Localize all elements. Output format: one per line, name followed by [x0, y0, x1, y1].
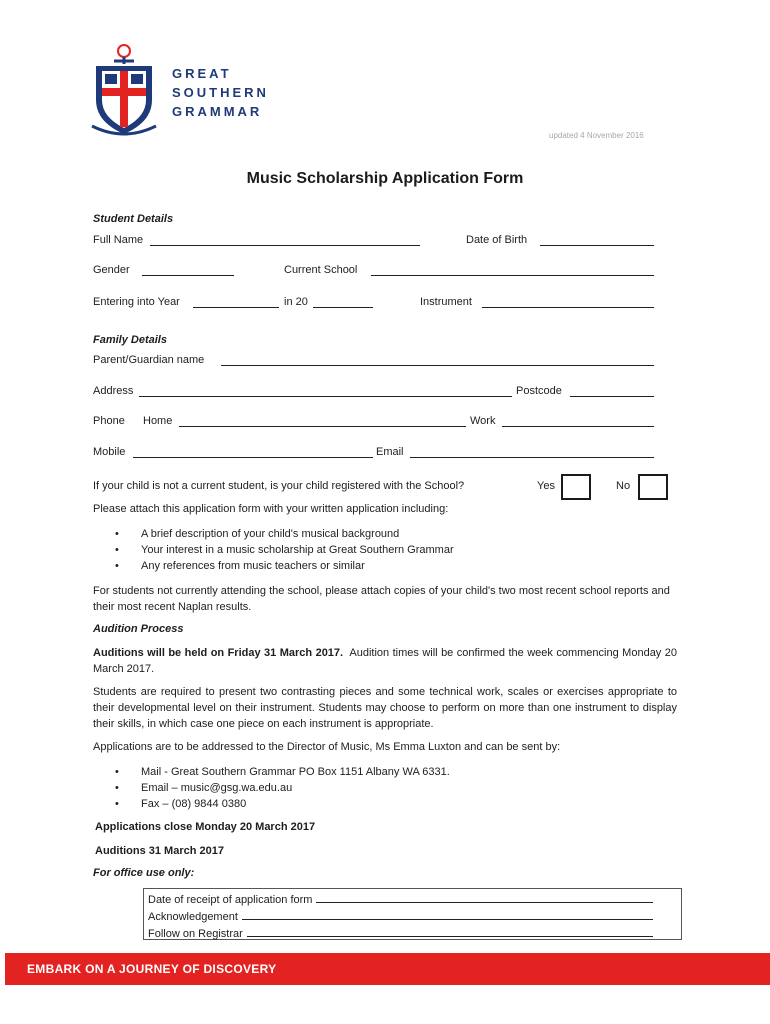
list-item: • A brief description of your child's musical background: [115, 526, 454, 542]
in-20-label: in 20: [284, 296, 308, 308]
family-details-heading: Family Details: [93, 334, 167, 346]
office-heading: For office use only:: [93, 867, 195, 879]
list-item: • Email – music@gsg.wa.edu.au: [115, 780, 450, 796]
current-school-label: Current School: [284, 264, 358, 276]
audition-held: [93, 645, 677, 677]
receipt-field[interactable]: [316, 902, 653, 903]
office-row-registrar: [148, 924, 653, 940]
list-item: • Fax – (08) 9844 0380: [115, 796, 450, 812]
yes-checkbox[interactable]: [561, 474, 591, 500]
address-label: Address: [93, 385, 134, 397]
work-phone-field[interactable]: [502, 426, 654, 427]
home-label: Home: [143, 415, 173, 427]
updated-date: updated 4 November 2016: [549, 131, 644, 140]
audition-pieces: Students are required to present two contrasting pieces and some technical work, scales or exercises appropriate to their developmental level on their instrument. Students may choose to perform on more than one instrument to display their skills, in which case one piece on each instrument is appropriate.: [93, 686, 677, 730]
home-phone-field[interactable]: [179, 426, 466, 427]
yes-label: Yes: [537, 480, 555, 492]
parent-name-label: Parent/Guardian name: [93, 354, 205, 366]
auditions-date: Auditions 31 March 2017: [95, 845, 224, 857]
address-field[interactable]: [139, 396, 512, 397]
postcode-field[interactable]: [570, 396, 654, 397]
reports-note: For students not currently attending the school, please attach copies of your child's two most recent school reports and their most recent Naplan results.: [93, 585, 670, 613]
student-details-heading: Student Details: [93, 213, 174, 225]
audition-held-rest: Audition times will be confirmed the week commencing Monday 20 March 2017.: [93, 647, 677, 675]
entering-year-field[interactable]: [193, 307, 279, 308]
postcode-label: Postcode: [516, 385, 562, 397]
send-list: [115, 764, 450, 812]
parent-name-field[interactable]: [221, 365, 654, 366]
dob-field[interactable]: [540, 245, 654, 246]
email-field[interactable]: [410, 457, 654, 458]
phone-label: Phone: [93, 415, 125, 427]
audition-heading: Audition Process: [93, 623, 184, 635]
full-name-field[interactable]: [150, 245, 420, 246]
work-label: Work: [470, 415, 496, 427]
form-title: Music Scholarship Application Form: [246, 170, 524, 187]
office-row-receipt: [148, 890, 653, 906]
list-item: • Your interest in a music scholarship at Great Southern Grammar: [115, 542, 454, 558]
acknowledgement-label: Acknowledgement: [148, 911, 238, 923]
gender-field[interactable]: [142, 275, 234, 276]
year-field[interactable]: [313, 307, 373, 308]
email-label: Email: [376, 446, 404, 458]
attach-list: [115, 526, 454, 574]
instrument-label: Instrument: [420, 296, 472, 308]
entering-year-label: Entering into Year: [93, 296, 180, 308]
acknowledgement-field[interactable]: [242, 919, 653, 920]
list-item: • Mail - Great Southern Grammar PO Box 1151 Albany WA 6331.: [115, 764, 450, 780]
registrar-label: Follow on Registrar: [148, 928, 243, 940]
gender-label: Gender: [93, 264, 130, 276]
school-name: GREAT SOUTHERN GRAMMAR: [172, 66, 269, 119]
audition-held-bold: Auditions will be held on Friday 31 March 2017.: [93, 647, 344, 659]
full-name-label: Full Name: [93, 234, 144, 246]
applications-close: Applications close Monday 20 March 2017: [95, 821, 316, 833]
mobile-field[interactable]: [133, 457, 373, 458]
mobile-label: Mobile: [93, 446, 126, 458]
address-to: Applications are to be addressed to the Director of Music, Ms Emma Luxton and can be sent by:: [93, 741, 561, 753]
registrar-field[interactable]: [247, 936, 653, 937]
receipt-label: Date of receipt of application form: [148, 894, 313, 906]
no-checkbox[interactable]: [638, 474, 668, 500]
office-row-acknowledgement: [148, 907, 653, 923]
instrument-field[interactable]: [482, 307, 654, 308]
office-use-box: [143, 888, 682, 940]
no-label: No: [616, 480, 631, 492]
footer-banner: EMBARK ON A JOURNEY OF DISCOVERY: [5, 953, 770, 985]
school-crest-logo: [88, 42, 160, 140]
list-item: • Any references from music teachers or similar: [115, 558, 454, 574]
dob-label: Date of Birth: [466, 234, 528, 246]
attach-intro: Please attach this application form with your written application including:: [93, 503, 449, 515]
current-school-field[interactable]: [371, 275, 654, 276]
registered-question: If your child is not a current student, is your child registered with the School?: [93, 480, 465, 492]
